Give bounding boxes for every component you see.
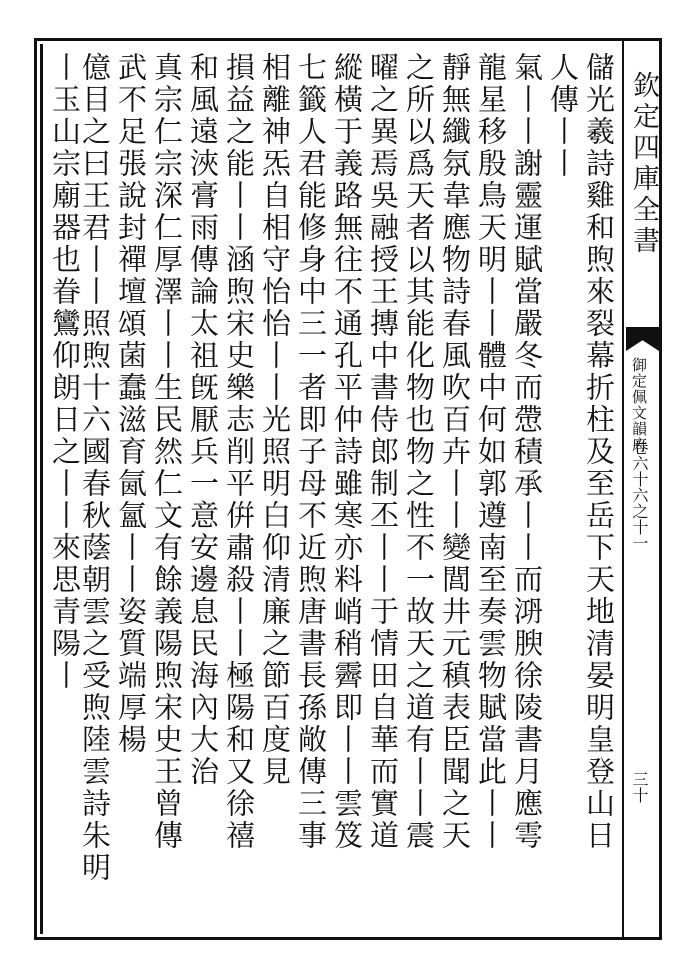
text-column-12: 和風遠浹膏雨傳論太祖旣厭兵一意安邊息民海內大治 [186, 52, 220, 788]
margin-title: 欽定四庫全書 [628, 71, 659, 257]
text-column-11: 損益之能丨丨涵煦宋史樂志削平倂肅殺丨丨極陽和又徐禧 [222, 52, 256, 852]
text-column-9: 七籤人君能修身中三一者即子母不近煦唐書長孫敞傳三事 [294, 52, 328, 852]
text-column-8: 縱橫于義路無往不通孔平仲詩雖寒亦料峭稍霽即丨丨雲笈 [330, 52, 364, 852]
fish-tail-mark [626, 327, 659, 351]
text-column-6: 之所以爲天者以其能化物也物之性不一故天之道有丨丨震 [402, 52, 436, 852]
text-column-13: 真宗仁宗深仁厚澤丨丨生民然仁文有餘義陽煦宋史王曾傳 [150, 52, 184, 852]
margin-page-number: 三十 [630, 771, 649, 803]
text-column-15: 億目之曰王君丨丨照煦十六國春秋蔭朝雲之受煦陸雲詩朱明 [78, 52, 112, 884]
text-column-10: 相離神炁自相守怡怡丨丨光照明白仰清廉之節百度見 [258, 52, 292, 788]
text-column-2: 人傳丨丨 [546, 52, 580, 180]
margin-volume: 卷六十六之十一 [630, 439, 649, 551]
frame-inner-line [40, 44, 43, 934]
text-column-7: 曜之異焉吳融授王摶中書侍郎制丕丨丨于情田自華而實道 [366, 52, 400, 852]
margin-subtitle: 御定佩文韻府 [630, 357, 648, 453]
text-column-3: 氣丨丨謝靈運賦當嚴冬而慸積承丨丨而㳩腴徐陵書月應雩 [510, 52, 544, 852]
text-column-4: 龍星移殷鳥天明丨丨體中何如郭遵南至奏雲物賦當此丨丨 [474, 52, 508, 852]
margin-column [622, 41, 659, 937]
text-column-5: 靜無纖氛韋應物詩春風吹百卉丨丨變閭井元稹表臣聞之天 [438, 52, 472, 852]
text-column-16: 丨玉山宗廟器也眷鸞仰朗日之丨丨來思青陽丨 [48, 52, 82, 692]
text-column-1: 儲光羲詩雞和煦來裂幕折柱及至岳下天地清晏明皇登山日 [582, 52, 616, 852]
text-column-14: 武不足張說封禪壇頌菌蠢滋育氤氳丨丨姿質端厚楊 [114, 52, 148, 756]
